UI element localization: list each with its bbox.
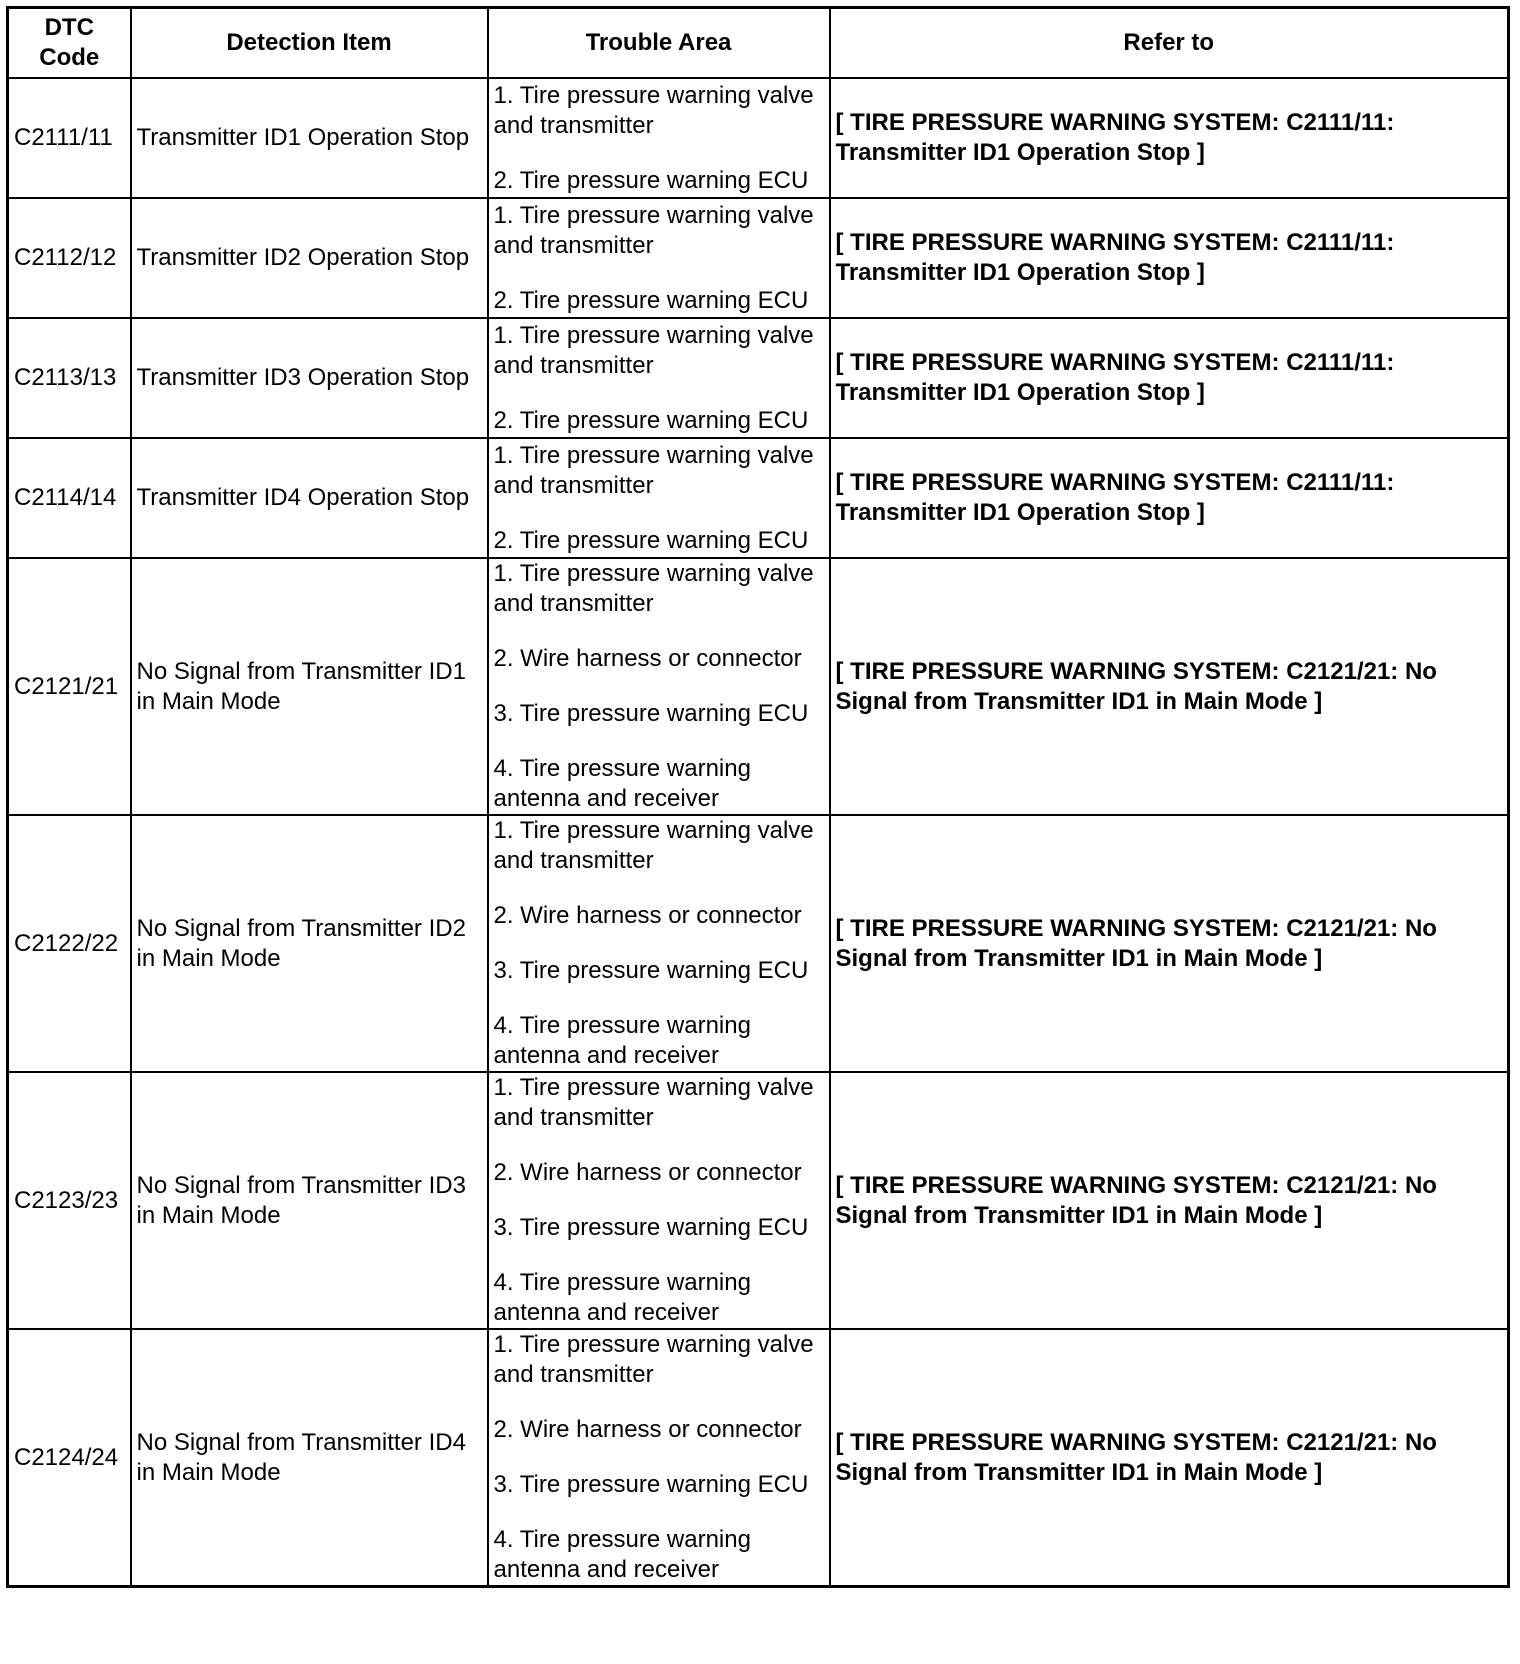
refer-to-link[interactable]: [ TIRE PRESSURE WARNING SYSTEM: C2121/21: No Signal from Transmitter ID1 in Main Mode ]: [830, 1072, 1509, 1329]
table-row: [8, 318, 1509, 438]
refer-to-link[interactable]: [ TIRE PRESSURE WARNING SYSTEM: C2111/11: Transmitter ID1 Operation Stop ]: [830, 198, 1509, 318]
header-row: [8, 8, 1509, 79]
trouble-area-item: 2. Tire pressure warning ECU: [493, 166, 809, 194]
trouble-area-cell: [488, 78, 830, 198]
table-row: [8, 558, 1509, 815]
refer-to-link[interactable]: [ TIRE PRESSURE WARNING SYSTEM: C2111/11: Transmitter ID1 Operation Stop ]: [830, 78, 1509, 198]
trouble-area-item: 1. Tire pressure warning valve and transmitter: [493, 321, 814, 379]
trouble-area-item: 4. Tire pressure warning antenna and receiver: [493, 755, 751, 812]
header-detection-item: Detection Item: [131, 8, 488, 79]
trouble-area-item: 2. Tire pressure warning ECU: [493, 526, 809, 554]
refer-to-link[interactable]: [ TIRE PRESSURE WARNING SYSTEM: C2111/11: Transmitter ID1 Operation Stop ]: [830, 318, 1509, 438]
trouble-area-item: 1. Tire pressure warning valve and transmitter: [493, 441, 814, 499]
detection-item-cell: No Signal from Transmitter ID4 in Main Mode: [131, 1329, 488, 1587]
header-dtc-code: DTC Code: [8, 8, 131, 79]
dtc-code-cell: C2122/22: [8, 815, 131, 1072]
trouble-area-item: 1. Tire pressure warning valve and transmitter: [493, 560, 814, 617]
trouble-area-item: 1. Tire pressure warning valve and transmitter: [493, 201, 814, 259]
detection-item-cell: No Signal from Transmitter ID2 in Main Mode: [131, 815, 488, 1072]
table-row: [8, 198, 1509, 318]
trouble-area-cell: [488, 198, 830, 318]
trouble-area-item: 2. Tire pressure warning ECU: [493, 286, 809, 314]
dtc-table: [6, 6, 1510, 1588]
trouble-area-item: 4. Tire pressure warning antenna and receiver: [493, 1526, 751, 1583]
trouble-area-cell: [488, 1072, 830, 1329]
dtc-code-cell: C2124/24: [8, 1329, 131, 1587]
trouble-area-item: 3. Tire pressure warning ECU: [493, 700, 809, 727]
trouble-area-item: 2. Wire harness or connector: [493, 645, 802, 672]
detection-item-cell: No Signal from Transmitter ID3 in Main Mode: [131, 1072, 488, 1329]
trouble-area-item: 1. Tire pressure warning valve and transmitter: [493, 81, 814, 139]
header-trouble-area: Trouble Area: [488, 8, 830, 79]
trouble-area-cell: [488, 438, 830, 558]
trouble-area-item: 4. Tire pressure warning antenna and receiver: [493, 1012, 751, 1069]
trouble-area-cell: [488, 1329, 830, 1587]
table-body: [8, 78, 1509, 1587]
detection-item-cell: Transmitter ID4 Operation Stop: [131, 438, 488, 558]
dtc-code-cell: C2123/23: [8, 1072, 131, 1329]
trouble-area-item: 4. Tire pressure warning antenna and receiver: [493, 1269, 751, 1326]
table-row: [8, 438, 1509, 558]
trouble-area-cell: [488, 558, 830, 815]
trouble-area-item: 3. Tire pressure warning ECU: [493, 957, 809, 984]
table-row: [8, 1072, 1509, 1329]
detection-item-cell: Transmitter ID1 Operation Stop: [131, 78, 488, 198]
dtc-code-cell: C2112/12: [8, 198, 131, 318]
refer-to-link[interactable]: [ TIRE PRESSURE WARNING SYSTEM: C2121/21: No Signal from Transmitter ID1 in Main Mode ]: [830, 558, 1509, 815]
trouble-area-item: 1. Tire pressure warning valve and transmitter: [493, 1074, 814, 1131]
detection-item-cell: No Signal from Transmitter ID1 in Main Mode: [131, 558, 488, 815]
trouble-area-item: 1. Tire pressure warning valve and transmitter: [493, 817, 814, 874]
dtc-code-cell: C2121/21: [8, 558, 131, 815]
refer-to-link[interactable]: [ TIRE PRESSURE WARNING SYSTEM: C2111/11: Transmitter ID1 Operation Stop ]: [830, 438, 1509, 558]
detection-item-cell: Transmitter ID2 Operation Stop: [131, 198, 488, 318]
table-row: [8, 1329, 1509, 1587]
dtc-code-cell: C2114/14: [8, 438, 131, 558]
trouble-area-item: 2. Tire pressure warning ECU: [493, 406, 809, 434]
trouble-area-item: 2. Wire harness or connector: [493, 902, 802, 929]
trouble-area-item: 2. Wire harness or connector: [493, 1159, 802, 1186]
dtc-code-cell: C2113/13: [8, 318, 131, 438]
table-row: [8, 78, 1509, 198]
trouble-area-item: 2. Wire harness or connector: [493, 1416, 802, 1443]
detection-item-cell: Transmitter ID3 Operation Stop: [131, 318, 488, 438]
dtc-code-cell: C2111/11: [8, 78, 131, 198]
refer-to-link[interactable]: [ TIRE PRESSURE WARNING SYSTEM: C2121/21: No Signal from Transmitter ID1 in Main Mode ]: [830, 1329, 1509, 1587]
table-row: [8, 815, 1509, 1072]
header-refer-to: Refer to: [830, 8, 1509, 79]
trouble-area-item: 3. Tire pressure warning ECU: [493, 1471, 809, 1498]
trouble-area-item: 1. Tire pressure warning valve and transmitter: [493, 1331, 814, 1388]
trouble-area-cell: [488, 815, 830, 1072]
refer-to-link[interactable]: [ TIRE PRESSURE WARNING SYSTEM: C2121/21: No Signal from Transmitter ID1 in Main Mode ]: [830, 815, 1509, 1072]
trouble-area-cell: [488, 318, 830, 438]
trouble-area-item: 3. Tire pressure warning ECU: [493, 1214, 809, 1241]
table-header: [8, 8, 1509, 79]
